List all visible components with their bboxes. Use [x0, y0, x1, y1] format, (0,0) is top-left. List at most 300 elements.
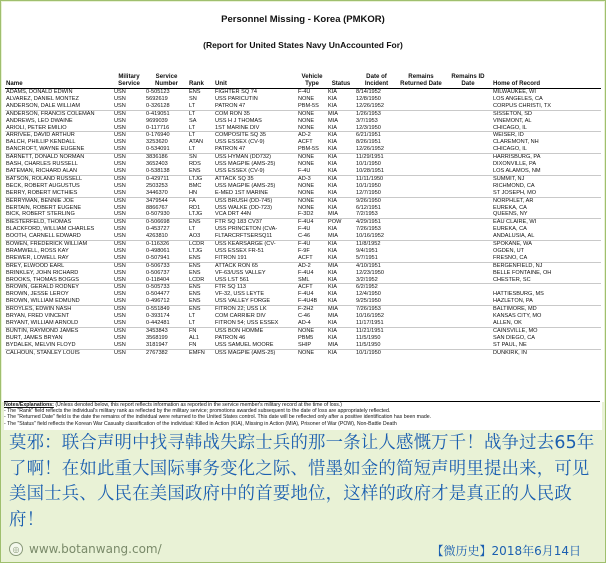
table-cell: LT [188, 125, 214, 132]
table-row [5, 132, 601, 139]
table-cell: BOWEN, FREDERICK WILLIAM [6, 241, 88, 248]
table-cell: CLAREMONT, NH [493, 139, 539, 146]
table-cell: NONE [298, 182, 315, 189]
table-cell [444, 118, 492, 125]
document-subtitle: (Report for United States Navy UnAccounted For) [203, 40, 403, 50]
table-row [5, 89, 601, 96]
table-cell: 6/2/1952 [356, 284, 378, 291]
table-cell: HAZLETON, PA [492, 298, 601, 305]
table-cell [398, 291, 444, 298]
table-cell: 7/26/1953 [356, 226, 381, 233]
table-cell [444, 241, 492, 248]
table-cell: AD-2 [298, 262, 311, 269]
table-cell: USS PARICUTIN [215, 95, 258, 102]
table-cell: ENS [188, 168, 214, 175]
table-cell: USN [114, 334, 126, 341]
table-cell: ARIOLI, PETER EMILIO [5, 125, 113, 132]
table-cell: 0-453727 [146, 226, 170, 233]
table-cell: 1ST MARINE DIV [214, 125, 297, 132]
table-cell: USS HYMAN (DD732) [215, 154, 271, 161]
table-cell [444, 219, 492, 226]
table-cell: 12/23/1950 [356, 269, 384, 276]
table-cell: 10/1/1950 [356, 349, 381, 356]
table-cell: F-2H2 [298, 306, 314, 313]
table-cell: ENS [189, 291, 201, 298]
table-cell: AO3 [188, 233, 214, 240]
table-cell: F-4U4 [298, 269, 314, 276]
table-cell: SPOKANE, WA [493, 241, 532, 248]
table-cell: ENS [189, 262, 201, 269]
table-cell: 3181947 [145, 342, 188, 349]
table-cell: USS VALLEY FORGE [214, 298, 297, 305]
table-header-row [5, 60, 601, 89]
table-cell: VCA DRT 44N [214, 211, 297, 218]
table-cell: SA [189, 117, 197, 124]
table-row [5, 226, 601, 233]
table-cell [444, 161, 492, 168]
table-cell: PBM-5S [297, 146, 327, 153]
table-cell: 11/29/1951 [356, 154, 384, 161]
table-cell: BURT, JAMES BRYAN [6, 334, 63, 341]
table-cell [444, 125, 492, 132]
table-cell [444, 183, 492, 190]
table-cell: 4/29/1951 [356, 219, 381, 226]
table-cell: 0-505733 [146, 284, 170, 291]
table-cell [398, 205, 444, 212]
table-row [5, 327, 601, 334]
table-row [5, 270, 601, 277]
table-row [5, 161, 601, 168]
table-cell: POW [328, 219, 342, 226]
table-cell: BARNETT, DONALD NORMAN [6, 154, 85, 161]
table-cell [398, 161, 444, 168]
table-cell: MIA [328, 306, 338, 313]
table-cell: 6/12/1951 [356, 204, 381, 211]
table-cell [398, 118, 444, 125]
table-cell [444, 349, 492, 356]
table-cell [444, 89, 492, 96]
table-cell: PATRON 47 [214, 146, 297, 153]
table-cell: AD-3 [298, 175, 311, 182]
table-cell: USN [114, 306, 126, 313]
table-cell: 0-498061 [146, 247, 170, 254]
table-cell: F-3D2 [297, 211, 327, 218]
table-cell: 3/7/1953 [356, 117, 378, 124]
table-row [5, 190, 601, 197]
table-cell: 0-551849 [146, 306, 170, 313]
table-row [5, 277, 601, 284]
table-cell: BELLE FONTAINE, OH [493, 269, 552, 276]
table-cell: USN [114, 269, 126, 276]
table-cell: ANDREWS, LEO DWAINE [6, 117, 73, 124]
table-cell: ACFT [297, 255, 327, 262]
table-cell: USN [113, 103, 145, 110]
table-cell: 10/16/1952 [355, 233, 398, 240]
table-cell: ST JOSEPH, MO [492, 190, 601, 197]
table-cell: 9/4/1951 [356, 247, 378, 254]
table-cell: KIA [327, 125, 355, 132]
table-row [5, 248, 601, 255]
table-cell: 10/28/1951 [355, 168, 398, 175]
table-cell: SN [189, 154, 197, 161]
table-cell: 11/8/1952 [356, 241, 381, 248]
table-cell: 3568199 [146, 334, 168, 341]
table-cell: KANSAS CITY, MO [493, 313, 542, 320]
table-cell: 5/7/1951 [355, 255, 398, 262]
table-cell: KIA [328, 161, 338, 168]
table-cell: RD1 [189, 204, 201, 211]
notes-intro: (Unless denoted below, this report reflects information as reported in the service member's military record at the time of loss.) [55, 402, 343, 408]
table-cell: MIA [328, 313, 338, 320]
table-cell: 12/3/1950 [355, 125, 398, 132]
table-cell [398, 270, 444, 277]
table-cell: USN [114, 110, 126, 117]
table-cell [398, 313, 444, 320]
table-cell [444, 168, 492, 175]
table-cell: CALHOUN, STANLEY LOUIS [6, 349, 80, 356]
table-cell: NONE [298, 110, 315, 117]
column-header: Military Service [113, 60, 145, 89]
table-cell [444, 132, 492, 139]
table-cell: CHICAGO, IL [492, 125, 601, 132]
table-cell [398, 89, 444, 96]
table-cell: USS BRUSH (DD-745) [215, 197, 273, 204]
table-cell: ENS [189, 269, 201, 276]
table-cell: 0-117716 [145, 125, 188, 132]
table-row [5, 306, 601, 313]
table-cell: ARRIVEE, DAVID ARTHUR [6, 132, 75, 139]
table-cell: DUNKIRK, IN [493, 349, 527, 356]
table-cell [398, 306, 444, 313]
table-cell: F-4U [297, 168, 327, 175]
table-cell: 0-176940 [146, 132, 170, 139]
table-cell [398, 211, 444, 218]
table-cell: LOS ALAMOS, NM [492, 168, 601, 175]
table-cell: LT [188, 103, 214, 110]
table-cell: LOS ANGELES, CA [493, 95, 543, 102]
table-cell [398, 233, 444, 240]
table-cell: NONE [298, 197, 315, 204]
table-cell: BROOKS, THOMAS BOGGS [5, 277, 113, 284]
table-cell [398, 255, 444, 262]
table-cell: F-4U [298, 89, 311, 95]
table-cell: MIA [328, 117, 338, 124]
table-cell: ALVAREZ, DANIEL MONTEZ [6, 95, 79, 102]
table-cell [444, 146, 492, 153]
table-cell: AD-4 [297, 320, 327, 327]
column-header: Remains ID Date [444, 60, 492, 89]
table-cell: ANDALUSIA, AL [492, 233, 601, 240]
table-cell [398, 146, 444, 153]
table-cell: 3446370 [145, 190, 188, 197]
table-cell: 3/2/1952 [355, 277, 398, 284]
table-cell: 0-538138 [145, 168, 188, 175]
table-cell: 11/21/1951 [356, 327, 384, 334]
table-cell: USN [114, 262, 126, 269]
table-cell: MIA [327, 211, 355, 218]
table-cell: LT [189, 313, 196, 320]
table-cell [444, 248, 492, 255]
table-cell: BALCH, PHILLIP KENDALL [6, 139, 76, 146]
table-cell: FIGHTER SQ 74 [215, 89, 257, 95]
table-body [5, 89, 601, 357]
table-cell [398, 110, 444, 117]
table-cell [398, 197, 444, 204]
table-cell: 0-534091 [145, 146, 188, 153]
table-cell: BRYANT, WILLIAM ARNOLD [5, 320, 113, 327]
table-cell: 0-326128 [145, 103, 188, 110]
table-cell: FTR SQ 183 CV37 [215, 219, 262, 226]
table-cell: KIA [328, 334, 338, 341]
table-row [5, 342, 601, 349]
table-cell: EAU CLAIRE, WI [493, 219, 537, 226]
table-cell: BECK, ROBERT AUGUSTUS [6, 182, 80, 189]
table-cell: USN [113, 298, 145, 305]
table-cell: KIA [328, 269, 338, 276]
table-cell: USS SAMUEL MOORE [214, 342, 297, 349]
table-cell: 3479544 [146, 197, 168, 204]
table-cell: KIA [327, 277, 355, 284]
table-cell: 11/11/1950 [356, 175, 384, 182]
table-cell: 0-118404 [145, 277, 188, 284]
table-cell [398, 342, 444, 349]
table-cell: WEISER, ID [493, 132, 524, 139]
table-cell: RICHMOND, CA [493, 182, 535, 189]
table-cell: USN [114, 284, 126, 291]
table-cell: PATRON 46 [215, 334, 246, 341]
table-cell: HN [188, 190, 214, 197]
table-cell: C-46 [298, 313, 311, 320]
table-cell: NONE [298, 204, 315, 211]
table-cell: 4263810 [145, 233, 188, 240]
table-cell [444, 262, 492, 269]
table-row [5, 349, 601, 356]
notes-item: - The "Rank" field reflects the individual's military rank as reflected by the military service; promotions awarded subsequent to the date of loss are appropriately reflected. [4, 408, 391, 415]
table-cell [444, 335, 492, 342]
table-cell: 9/25/1950 [355, 298, 398, 305]
table-cell: 0-507930 [145, 211, 188, 218]
table-cell: AL1 [189, 334, 199, 341]
table-cell: USS LST 561 [214, 277, 297, 284]
table-row [5, 139, 601, 146]
table-cell: ENS [189, 219, 201, 226]
table-row [5, 146, 601, 153]
table-cell: 8866767 [146, 204, 168, 211]
table-cell: VINEMONT, AL [493, 117, 532, 124]
table-cell: BALTIMORE, MD [493, 306, 537, 313]
table-cell: SN [189, 95, 197, 102]
table-cell [398, 284, 444, 291]
table-cell: USN [113, 125, 145, 132]
table-cell: SUMMIT, NJ [493, 175, 525, 182]
table-cell: ACFT [298, 139, 313, 146]
table-cell [492, 284, 601, 291]
table-cell: NONE [298, 95, 315, 102]
table-cell: MILWAUKEE, WI [493, 89, 536, 95]
table-cell: KIA [328, 247, 338, 254]
table-cell: RDS [189, 161, 201, 168]
footer-url-text[interactable]: www.botanwang.com/ [29, 542, 162, 556]
table-cell: USN [114, 197, 126, 204]
table-cell: KIA [327, 255, 355, 262]
table-cell: ANDERSON, FRANCIS COLEMAN [6, 110, 95, 117]
table-cell: 0-393174 [146, 313, 170, 320]
table-cell: BERGENFIELD, NJ [493, 262, 543, 269]
table-cell: 6/21/1951 [356, 132, 381, 139]
table-cell: KIA [328, 204, 338, 211]
table-cell: 0-506737 [146, 269, 170, 276]
table-cell: USN [113, 277, 145, 284]
column-header: Remains Returned Date [398, 60, 444, 89]
table-cell: USN [113, 190, 145, 197]
table-cell: EUREKA, CA [493, 204, 527, 211]
table-cell: 9/26/1950 [356, 197, 381, 204]
table-cell: USN [114, 327, 126, 334]
table-cell: FN [188, 342, 214, 349]
table-cell: COM CARRIER DIV [215, 313, 266, 320]
column-header: Vehicle Type [297, 60, 327, 89]
table-cell: MIA [328, 262, 338, 269]
table-cell [398, 335, 444, 342]
table-cell: ATTACK RON 65 [215, 262, 258, 269]
table-cell: 2767382 [146, 349, 168, 356]
table-cell: HATTIESBURG, MS [493, 291, 544, 298]
column-header: Rank [188, 60, 214, 89]
table-cell [398, 320, 444, 327]
table-cell: USN [114, 349, 126, 356]
column-header: Status [327, 60, 355, 89]
table-cell: COM RON 35 [215, 110, 250, 117]
table-cell: USS ESSEX (CV-9) [214, 168, 297, 175]
table-cell: PBM-5S [297, 103, 327, 110]
table-cell: 0-506733 [146, 262, 170, 269]
table-cell: CHESTER, SC [492, 277, 601, 284]
table-row [5, 118, 601, 125]
table-cell: 10/16/1952 [356, 313, 384, 320]
table-cell: LT [189, 110, 196, 117]
table-row [5, 110, 601, 117]
table-cell: BRINKLEY, JOHN RICHARD [6, 269, 79, 276]
table-cell: ENS [189, 306, 201, 313]
table-cell: 12/4/1950 [356, 291, 381, 298]
table-row [5, 168, 601, 175]
table-cell: 11/17/1951 [355, 320, 398, 327]
table-cell: BANCROFT, WAYNE EUGENE [5, 146, 113, 153]
table-cell: KIA [328, 197, 338, 204]
table-cell: CAINSVILLE, MO [493, 327, 538, 334]
document-scan [2, 2, 604, 402]
table-cell: 0-496712 [145, 298, 188, 305]
table-cell: NONE [298, 154, 315, 161]
table-cell: 12/8/1950 [356, 95, 381, 102]
table-cell: LCDR [188, 277, 214, 284]
table-cell: KIA [328, 291, 338, 298]
table-cell: 3836186 [146, 154, 168, 161]
table-cell: SHIP [297, 342, 327, 349]
table-cell [444, 327, 492, 334]
table-cell: USN [113, 211, 145, 218]
table-cell: 4/10/1951 [356, 262, 381, 269]
table-cell: KIA [328, 327, 338, 334]
missing-personnel-table [5, 60, 601, 357]
table-cell: USS MAGPIE (AMS-25) [215, 161, 276, 168]
table-cell [444, 205, 492, 212]
table-cell [444, 154, 492, 161]
table-cell: NONE [297, 190, 327, 197]
table-cell: ATTACK SQ 35 [215, 175, 254, 182]
table-cell: LT [189, 132, 196, 139]
table-cell: ATAN [189, 139, 204, 146]
table-row [5, 197, 601, 204]
notes-section [4, 402, 602, 430]
table-cell: 0-116326 [146, 241, 170, 248]
table-cell: USS MAGPIE (AMS-25) [215, 349, 276, 356]
table-row [5, 205, 601, 212]
table-cell: BIESTERFELD, THOMAS [6, 219, 72, 226]
table-cell: KIA [328, 349, 338, 356]
table-cell: KIA [328, 182, 338, 189]
column-header: Date of Incident [355, 60, 398, 89]
table-cell: KIA [328, 132, 338, 139]
table-cell: KIA [327, 320, 355, 327]
table-cell [398, 175, 444, 182]
table-cell [398, 219, 444, 226]
table-cell: FITRON 191 [214, 255, 297, 262]
table-cell: F-4U [298, 226, 311, 233]
table-cell: 10/1/1950 [356, 182, 381, 189]
table-cell [444, 270, 492, 277]
table-cell: KIA [327, 103, 355, 110]
table-cell: NONE [298, 117, 315, 124]
table-cell: USN [114, 182, 126, 189]
table-cell: 9699039 [146, 117, 168, 124]
table-cell: USN [114, 247, 126, 254]
table-cell: NONE [298, 349, 315, 356]
table-cell: USS PRINCETON (CVA- [215, 226, 278, 233]
table-row [5, 255, 601, 262]
table-cell: USS ESSEX FR-51 [215, 247, 264, 254]
table-cell [444, 110, 492, 117]
table-cell: LT [189, 226, 196, 233]
table-cell [444, 298, 492, 305]
table-cell: 0-506698 [146, 219, 170, 226]
notes-item: - The "Status" field reflects the Korean War Casualty classification of the individual: Killed in Action (KIA), Missing in Action (MIA), Prisoner of War (POW), Non-Battle Death [4, 420, 397, 427]
table-cell: USN [114, 95, 126, 102]
table-cell: FLTARCRFTSERSQ11 [214, 233, 297, 240]
table-cell: BUNTIN, RAYMOND JAMES [6, 327, 79, 334]
commentary-text: 莫邪：联合声明中找寻韩战失踪士兵的那一条让人感慨万千！战争过去65年了啊！在如此重大国际事务变化之际、惜墨如金的简短声明里提出来，可见美国士兵、人民在美国政府中的首要地位，这样的政府才是真正的人民政府！ [9, 433, 595, 530]
column-header: Name [5, 60, 113, 89]
table-cell: LTJG [189, 175, 203, 182]
table-cell: BROYLES, EDWIN NASH [6, 306, 72, 313]
table-cell: USN [113, 255, 145, 262]
table-row [5, 298, 601, 305]
table-row [5, 219, 601, 226]
table-cell: BREY, ELWOOD EARL [6, 262, 65, 269]
table-cell: 12/26/1952 [355, 146, 398, 153]
table-cell: LT [188, 320, 214, 327]
table-cell: ST PAUL, NE [492, 342, 601, 349]
table-cell: FN [189, 327, 197, 334]
table-cell: BATSON, ROLAND RUSSELL [6, 175, 83, 182]
table-cell: LTJG [188, 211, 214, 218]
table-cell [444, 226, 492, 233]
table-cell: NONE [297, 125, 327, 132]
footer-link[interactable] [9, 542, 162, 556]
table-cell: 0-504477 [146, 291, 170, 298]
table-cell: 7/2/1953 [355, 211, 398, 218]
table-cell: USN [113, 342, 145, 349]
